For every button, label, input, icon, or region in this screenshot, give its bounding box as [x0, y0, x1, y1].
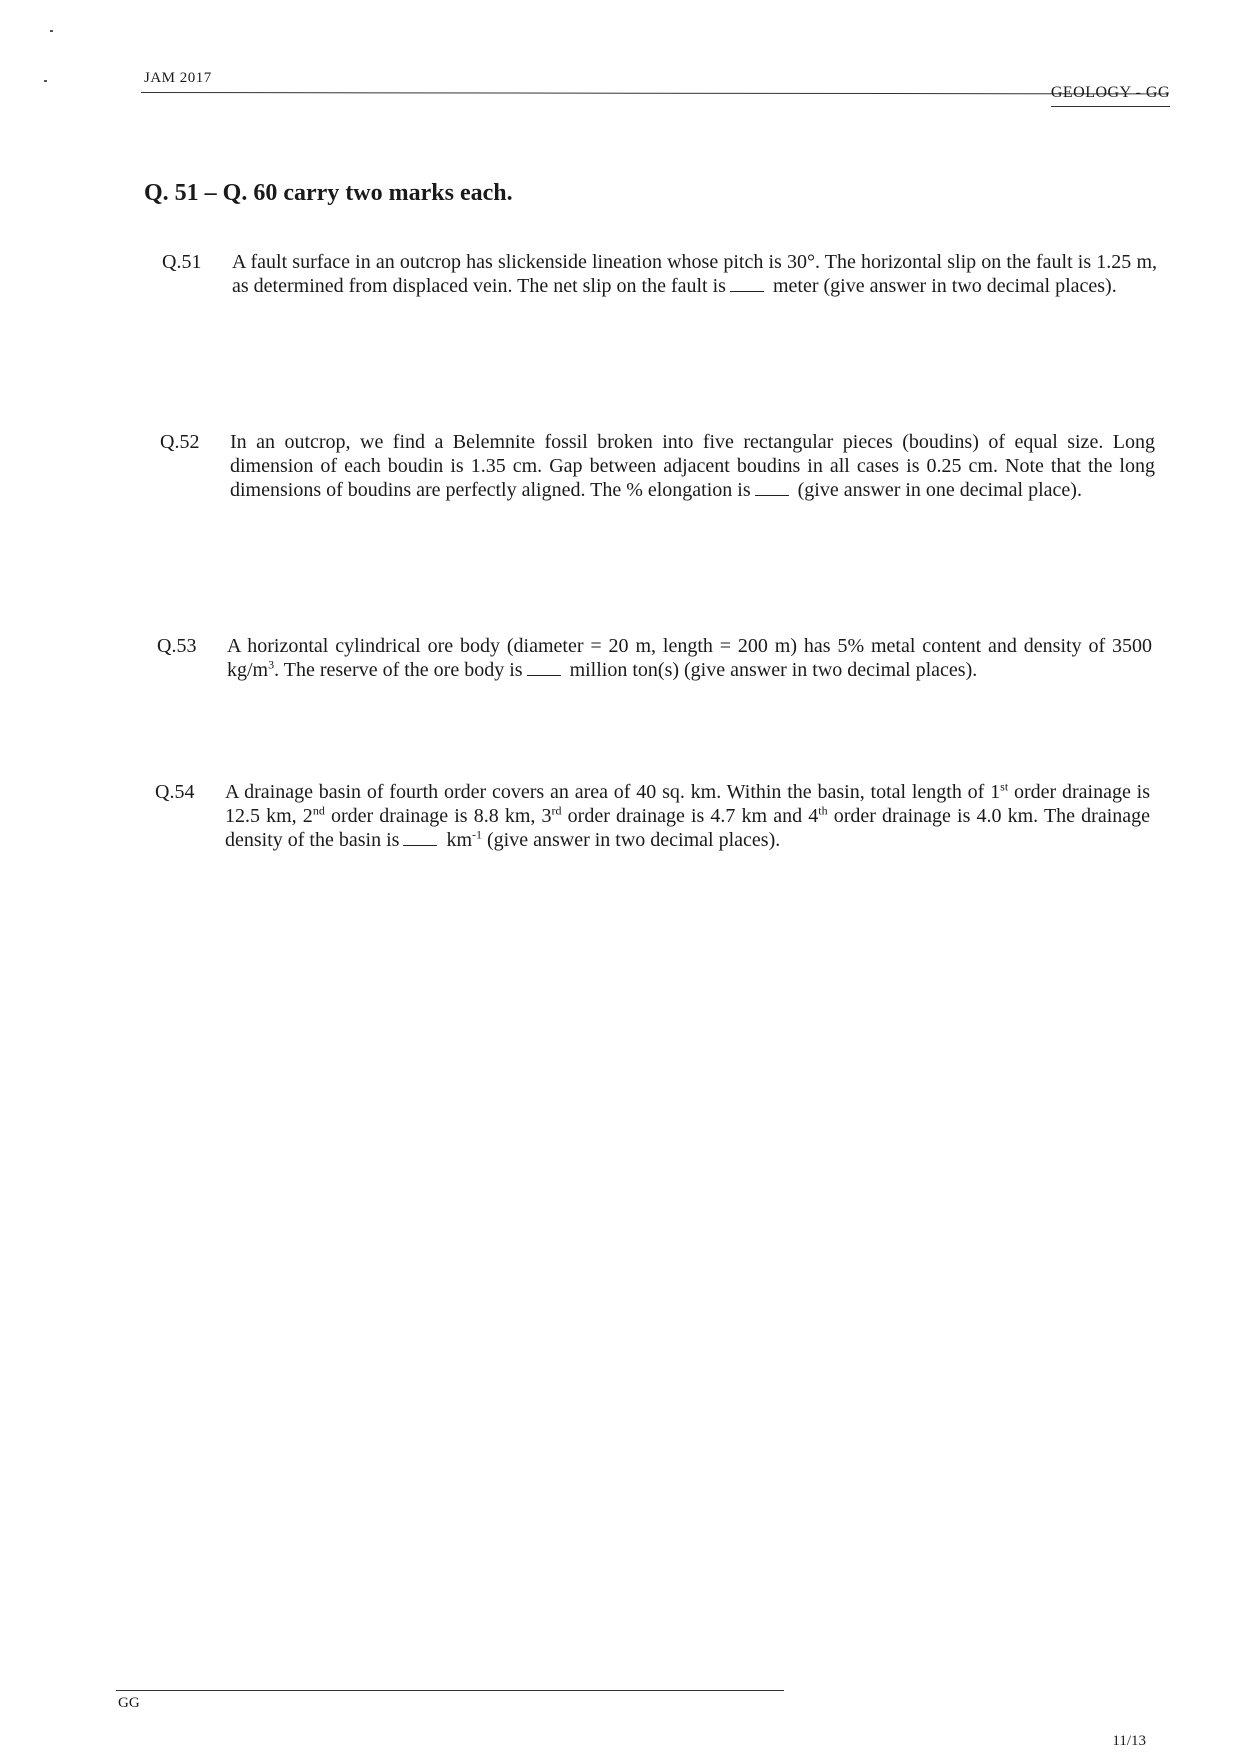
header-exam-name: JAM 2017 [144, 70, 212, 86]
scan-artifact [44, 80, 47, 82]
question-number: Q.53 [157, 635, 197, 657]
answer-blank [730, 290, 764, 292]
question-text: A drainage basin of fourth order covers an area of 40 sq. km. Within the basin, total length of 1st order drainage is 12.5 km, 2nd order drainage is 8.8 km, 3rd order drainage is 4.7 km and 4th order drainage is 4.0 km. The drainage density of the basin is $km^{-1}$ (give answer in two decimal places). [225, 779, 1151, 851]
question-number: Q.51 [162, 251, 202, 273]
question-number: Q.54 [155, 781, 195, 803]
question-text: A fault surface in an outcrop has slickenside lineation whose pitch is 30°. The horizontal slip on the fault is 1.25 m, as determined from displaced vein. The net slip on the fault is meter (give answer in two decimal places). [232, 251, 1157, 297]
section-title: Q. 51 – Q. 60 carry two marks each. [144, 180, 513, 206]
header-rule [141, 92, 1169, 94]
answer-blank [527, 674, 561, 676]
scan-artifact [50, 30, 53, 32]
footer-rule [116, 1690, 784, 1691]
question-number: Q.52 [160, 431, 200, 453]
question-text: A horizontal cylindrical ore body (diameter = 20 m, length = 200 m) has 5% metal content and density of 3500 $kg/m^3$. The reserve of the ore body is million ton(s) (give answer in two decimal places). [227, 635, 1152, 681]
header-paper-code: GEOLOGY - GG [1051, 84, 1170, 107]
answer-blank [403, 844, 437, 846]
answer-blank [755, 494, 789, 496]
page-number: 11/13 [1112, 1733, 1146, 1749]
question-text: In an outcrop, we find a Belemnite fossil broken into five rectangular pieces (boudins) of equal size. Long dimension of each boudin is 1.35 cm. Gap between adjacent boudins in all cases is 0.25 cm. Note that the long dimensions of boudins are perfectly aligned. The % elongation is (give answer in one decimal place). [230, 431, 1155, 501]
footer-paper-code: GG [118, 1695, 140, 1711]
